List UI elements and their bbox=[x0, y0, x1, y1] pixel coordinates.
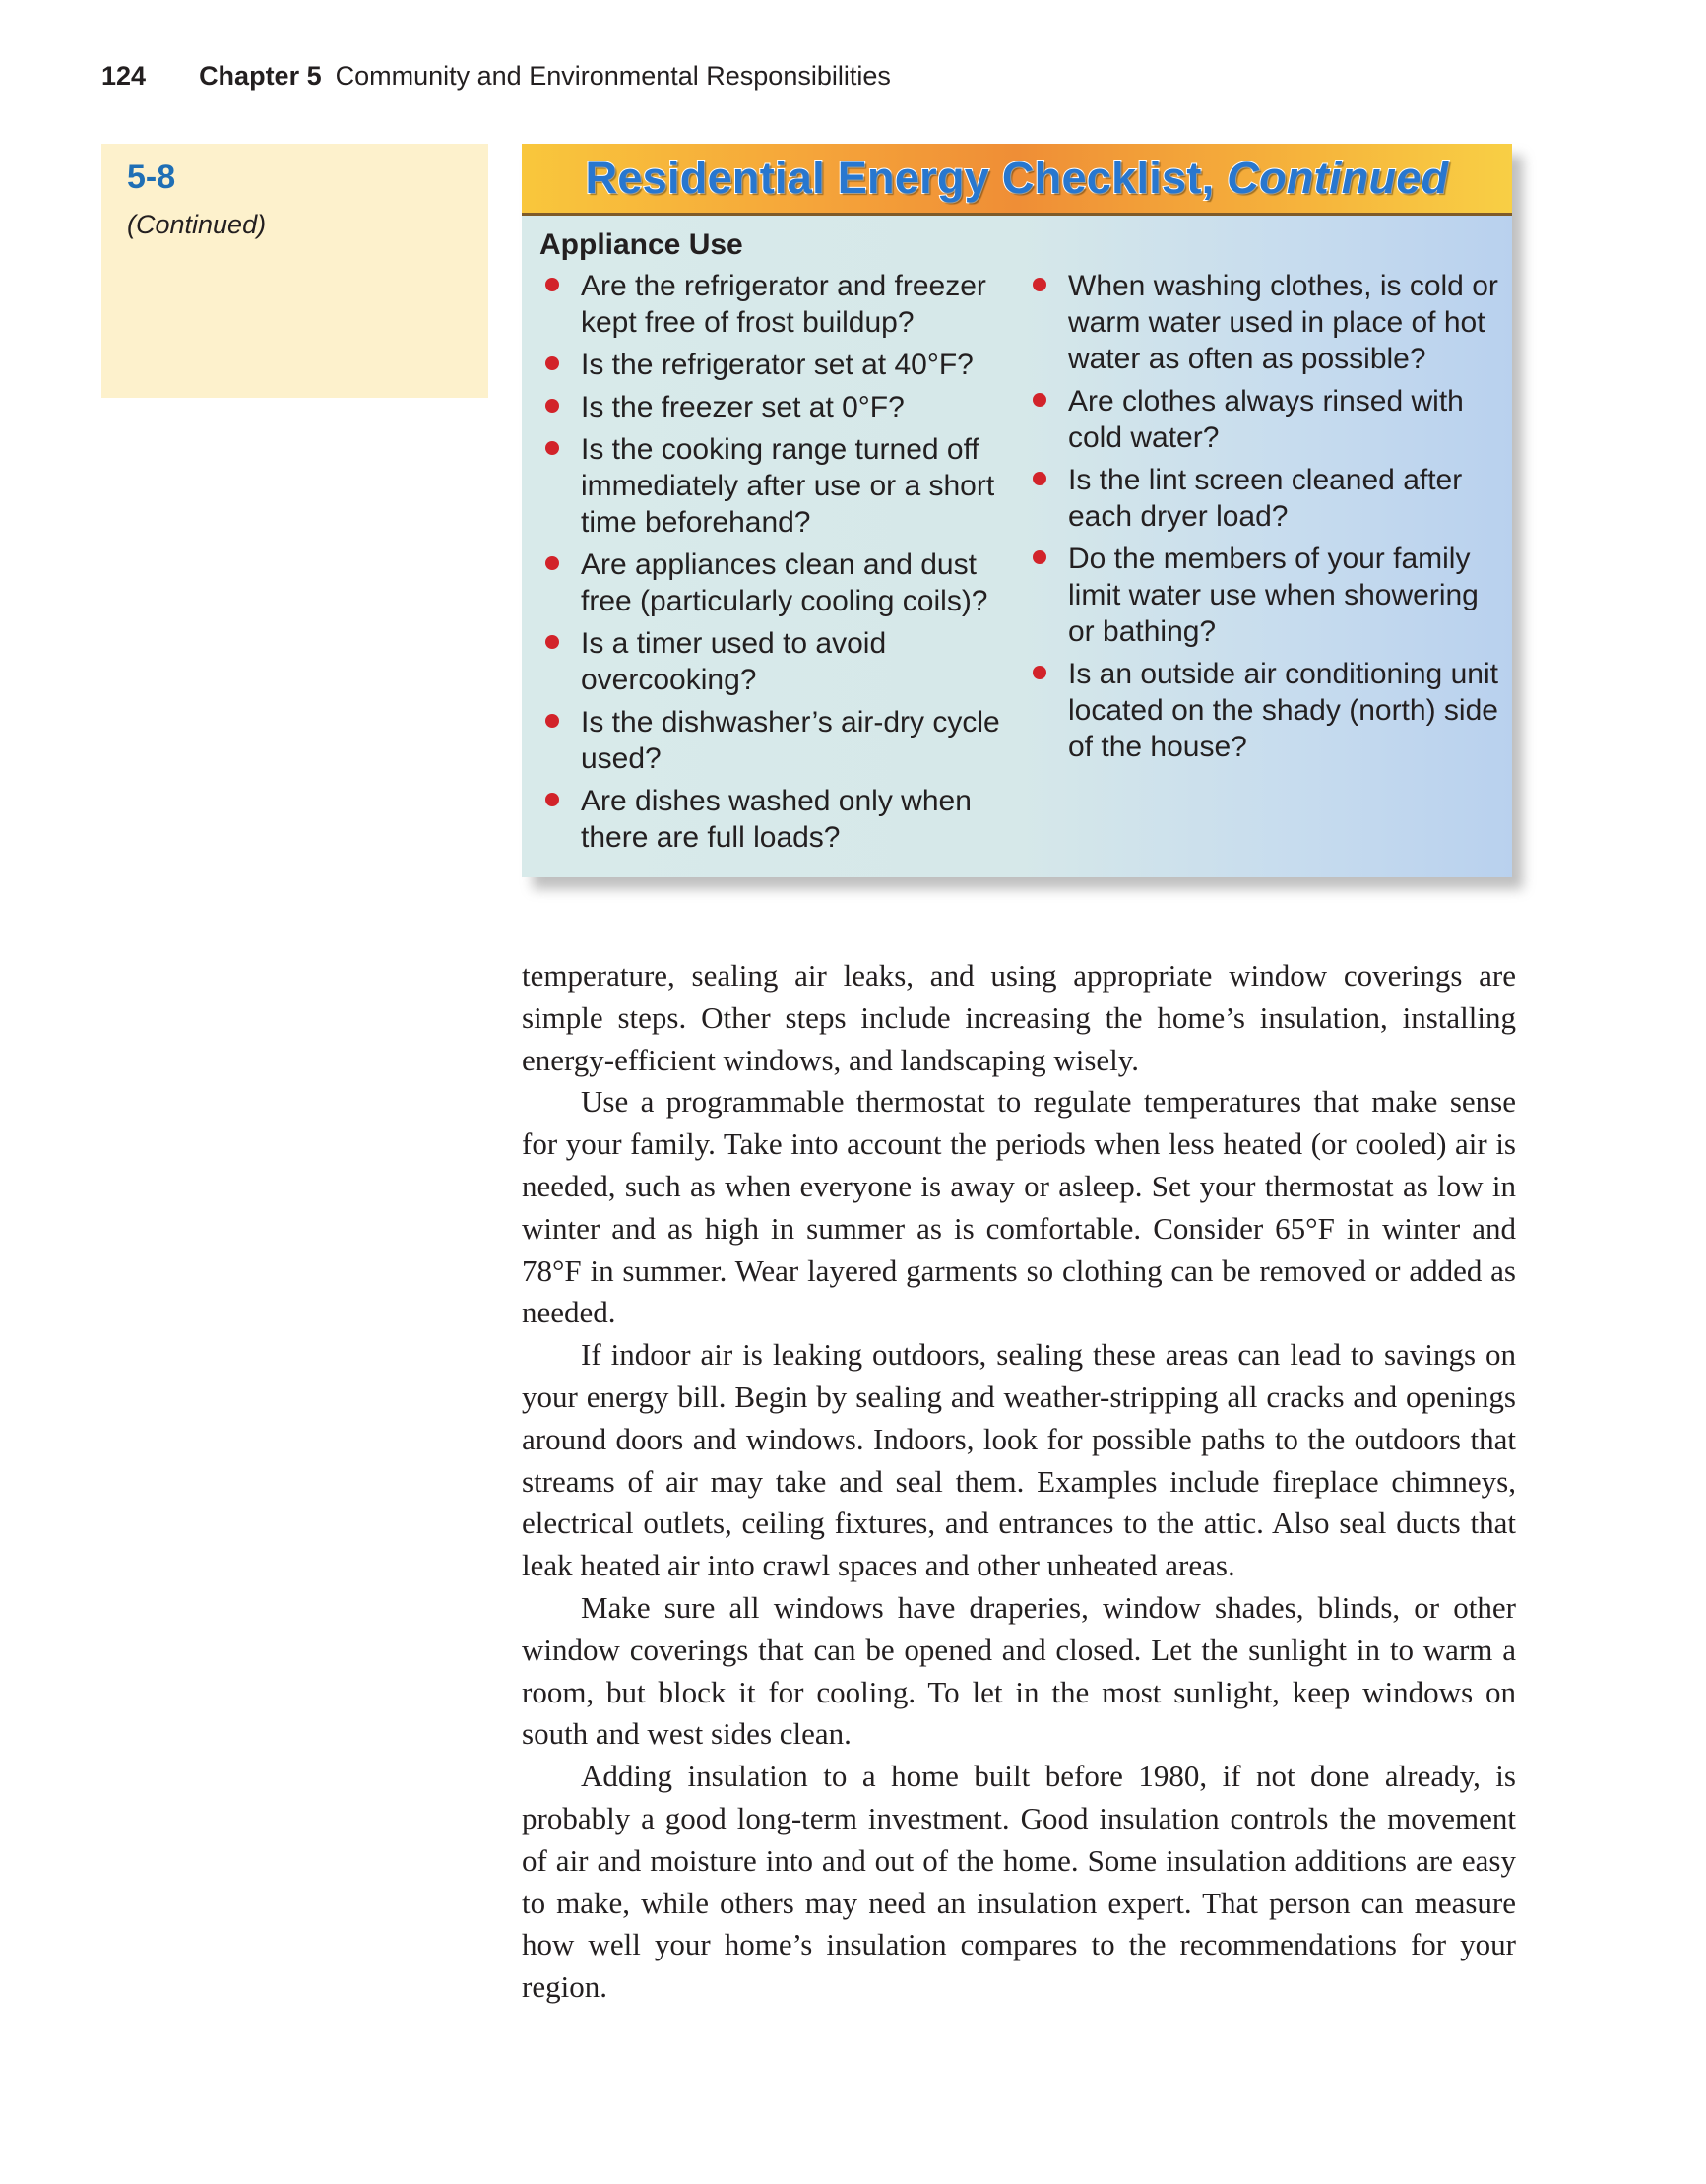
checklist-banner bbox=[522, 144, 1512, 216]
bullet-icon bbox=[545, 441, 559, 455]
figure-caption bbox=[101, 144, 488, 398]
checklist-item bbox=[539, 347, 1007, 383]
bullet-icon bbox=[545, 793, 559, 806]
checklist-item-text: Are appliances clean and dust free (particularly cooling coils)? bbox=[581, 548, 988, 617]
bullet-icon bbox=[545, 556, 559, 570]
chapter-label: Chapter 5 bbox=[199, 61, 322, 91]
checklist-left-column bbox=[539, 268, 1007, 862]
checklist-item-text: When washing clothes, is cold or warm water used in place of hot water as often as possible? bbox=[1068, 270, 1498, 375]
checklist-item bbox=[539, 431, 1007, 541]
checklist-item-text: Is the lint screen cleaned after each dryer load? bbox=[1068, 464, 1463, 533]
bullet-icon bbox=[545, 635, 559, 649]
bullet-icon bbox=[1033, 393, 1046, 407]
checklist-item bbox=[539, 389, 1007, 425]
checklist-item bbox=[539, 704, 1007, 777]
figure-note: (Continued) bbox=[127, 209, 267, 239]
body-text bbox=[522, 955, 1516, 2009]
checklist-item bbox=[1027, 541, 1499, 650]
checklist-item bbox=[539, 625, 1007, 698]
bullet-icon bbox=[1033, 278, 1046, 291]
checklist-item bbox=[539, 268, 1007, 341]
body-paragraph: Make sure all windows have draperies, window shades, blinds, or other window coverings that can be opened and closed. Let the sunlight in to warm a room, but block it for cooling. To let in the most sunlight, keep windows on south and west sides clean. bbox=[522, 1589, 1516, 1752]
checklist-item-text: Are clothes always rinsed with cold water? bbox=[1068, 385, 1464, 454]
bullet-icon bbox=[1033, 472, 1046, 485]
checklist-item-text: Are the refrigerator and freezer kept free of frost buildup? bbox=[581, 270, 986, 339]
checklist-title bbox=[586, 153, 1449, 203]
checklist-item-text: Is an outside air conditioning unit located on the shady (north) side of the house? bbox=[1068, 658, 1498, 763]
checklist-item-text: Is the cooking range turned off immediately after use or a short time beforehand? bbox=[581, 433, 995, 539]
bullet-icon bbox=[545, 356, 559, 370]
bullet-icon bbox=[545, 278, 559, 291]
body-paragraph: temperature, sealing air leaks, and using appropriate window coverings are simple steps. Other steps include increasing the home’s insulation, installing energy-efficient windows, and landscaping wisely. bbox=[522, 958, 1516, 1077]
checklist-item bbox=[1027, 268, 1499, 377]
checklist-item-text: Are dishes washed only when there are full loads? bbox=[581, 785, 972, 854]
checklist-item-text: Is the dishwasher’s air-dry cycle used? bbox=[581, 706, 1000, 775]
chapter-title: Community and Environmental Responsibilities bbox=[335, 61, 891, 91]
body-paragraph: Use a programmable thermostat to regulate temperatures that make sense for your family. Take into account the periods when less heated (or cooled) air is needed, such as when everyone is away or asleep. Set your thermostat as low in winter and as high in summer as is comfortable. Consider 65°F in winter and 78°F in summer. Wear layered garments so clothing can be removed or added as needed. bbox=[522, 1084, 1516, 1330]
figure-number: 5-8 bbox=[127, 159, 176, 196]
body-paragraph: If indoor air is leaking outdoors, sealing these areas can lead to savings on your energy bill. Begin by sealing and weather-stripping all cracks and openings around doors and windows. Indoors, look for possible paths to the outdoors that streams of air may take and seal them. Examples include fireplace chimneys, electrical outlets, ceiling fixtures, and entrances to the attic. Also seal ducts that leak heated air into crawl spaces and other unheated areas. bbox=[522, 1337, 1516, 1583]
page-number: 124 bbox=[101, 61, 147, 91]
checklist-item bbox=[1027, 462, 1499, 535]
body-paragraph: Adding insulation to a home built before 1980, if not done already, is probably a good long-term investment. Good insulation controls the movement of air and moisture into and out of the home. Some insulation additions are easy to make, while others may need an insulation expert. That person can measure how well your home’s insulation compares to the recommendations for your region. bbox=[522, 1759, 1516, 2005]
checklist-item bbox=[539, 546, 1007, 619]
bullet-icon bbox=[545, 714, 559, 728]
checklist-title-emphasis: Continued bbox=[1227, 153, 1449, 203]
bullet-icon bbox=[545, 399, 559, 413]
checklist-item-text: Is a timer used to avoid overcooking? bbox=[581, 627, 887, 696]
bullet-icon bbox=[1033, 666, 1046, 679]
checklist-right-column bbox=[1027, 268, 1499, 771]
checklist-title-main: Residential Energy Checklist, bbox=[585, 153, 1215, 203]
bullet-icon bbox=[1033, 550, 1046, 564]
running-header bbox=[101, 61, 891, 92]
checklist-item-text: Is the refrigerator set at 40°F? bbox=[581, 349, 974, 381]
checklist-box bbox=[522, 144, 1512, 877]
checklist-item bbox=[539, 783, 1007, 856]
section-heading: Appliance Use bbox=[539, 228, 743, 261]
checklist-item-text: Is the freezer set at 0°F? bbox=[581, 391, 905, 423]
checklist-item-text: Do the members of your family limit water use when showering or bathing? bbox=[1068, 543, 1479, 648]
checklist-item bbox=[1027, 656, 1499, 765]
checklist-item bbox=[1027, 383, 1499, 456]
